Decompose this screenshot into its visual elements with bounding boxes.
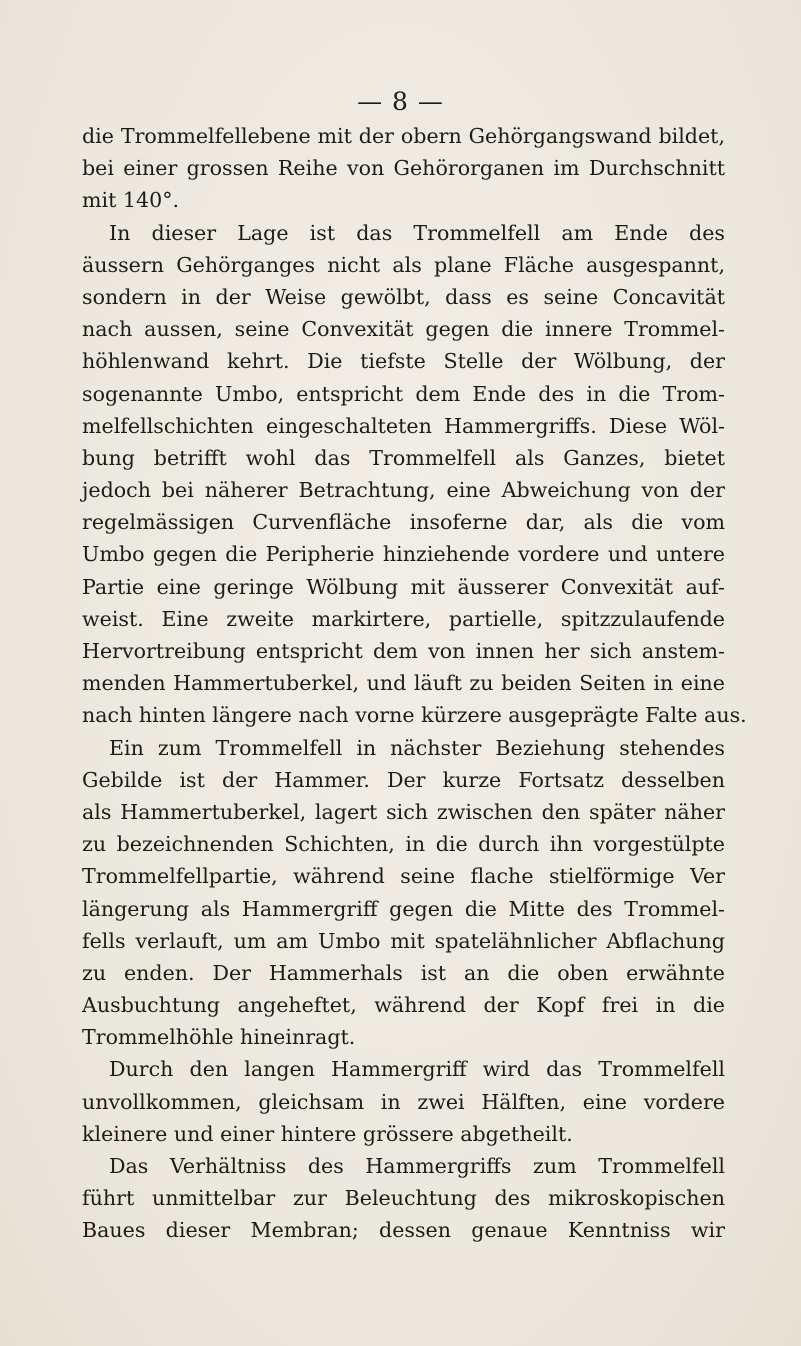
text-line: Trommelfellpartie, während seine flache stielförmige Ver: [82, 864, 725, 889]
text-line: Gebilde ist der Hammer. Der kurze Fortsatz desselben: [82, 767, 725, 792]
text-line: Durch den langen Hammergriff wird das Trommelfell: [109, 1057, 725, 1082]
text-line: bung betrifft wohl das Trommelfell als Ganzes, bietet: [82, 445, 725, 470]
text-line: sogenannte Umbo, entspricht dem Ende des in die Trom-: [82, 381, 725, 406]
text-line: nach hinten längere nach vorne kürzere ausgeprägte Falte aus.: [82, 703, 747, 728]
text-line: unvollkommen, gleichsam in zwei Hälften, eine vordere: [82, 1089, 725, 1114]
text-line: höhlenwand kehrt. Die tiefste Stelle der Wölbung, der: [82, 349, 725, 374]
text-line: regelmässigen Curvenfläche insoferne dar, als die vom: [82, 510, 725, 535]
text-line: mit 140°.: [82, 188, 180, 213]
text-line: Trommelhöhle hineinragt.: [82, 1025, 356, 1050]
text-line: zu enden. Der Hammerhals ist an die oben erwähnte: [82, 960, 725, 985]
text-line: Das Verhältniss des Hammergriffs zum Trommelfell: [109, 1154, 725, 1178]
text-line: führt unmittelbar zur Beleuchtung des mikroskopischen: [82, 1186, 725, 1211]
text-line: Baues dieser Membran; dessen genaue Kenntniss wir: [82, 1218, 725, 1243]
text-line: die Trommelfellebene mit der obern Gehörgangswand bildet,: [82, 124, 725, 148]
text-line: nach aussen, seine Convexität gegen die innere Trommel-: [82, 317, 725, 342]
text-line: Ein zum Trommelfell in nächster Beziehung stehendes: [109, 735, 725, 760]
text-line: Umbo gegen die Peripherie hinziehende vordere und untere: [82, 542, 725, 567]
text-line: Ausbuchtung angeheftet, während der Kopf frei in die: [82, 993, 725, 1018]
text-line: zu bezeichnenden Schichten, in die durch ihn vorgestülpte: [82, 832, 725, 857]
text-line: In dieser Lage ist das Trommelfell am Ende des: [109, 220, 725, 245]
text-line: weist. Eine zweite markirtere, partielle, spitzzulaufende: [82, 606, 725, 631]
body-text: [82, 120, 747, 1247]
text-line: Hervortreibung entspricht dem von innen her sich anstem-: [82, 639, 725, 663]
text-line: jedoch bei näherer Betrachtung, eine Abweichung von der: [82, 478, 725, 503]
text-line: als Hammertuberkel, lagert sich zwischen den später näher: [82, 799, 725, 824]
text-line: melfellschichten eingeschalteten Hammergriffs. Diese Wöl-: [82, 413, 725, 438]
text-line: Partie eine geringe Wölbung mit äusserer Convexität auf-: [82, 574, 725, 599]
text-line: längerung als Hammergriff gegen die Mitte des Trommel-: [82, 896, 725, 921]
text-line: äussern Gehörganges nicht als plane Fläche ausgespannt,: [82, 252, 725, 277]
text-line: bei einer grossen Reihe von Gehörorganen im Durchschnitt: [82, 156, 725, 181]
text-line: kleinere und einer hintere grössere abgetheilt.: [82, 1121, 573, 1146]
page-number: — 8 —: [357, 87, 444, 116]
text-line: fells verlauft, um am Umbo mit spatelähnlicher Abflachung: [82, 928, 725, 953]
text-line: menden Hammertuberkel, und läuft zu beiden Seiten in eine: [82, 671, 725, 696]
text-line: sondern in der Weise gewölbt, dass es seine Concavität: [82, 284, 725, 309]
